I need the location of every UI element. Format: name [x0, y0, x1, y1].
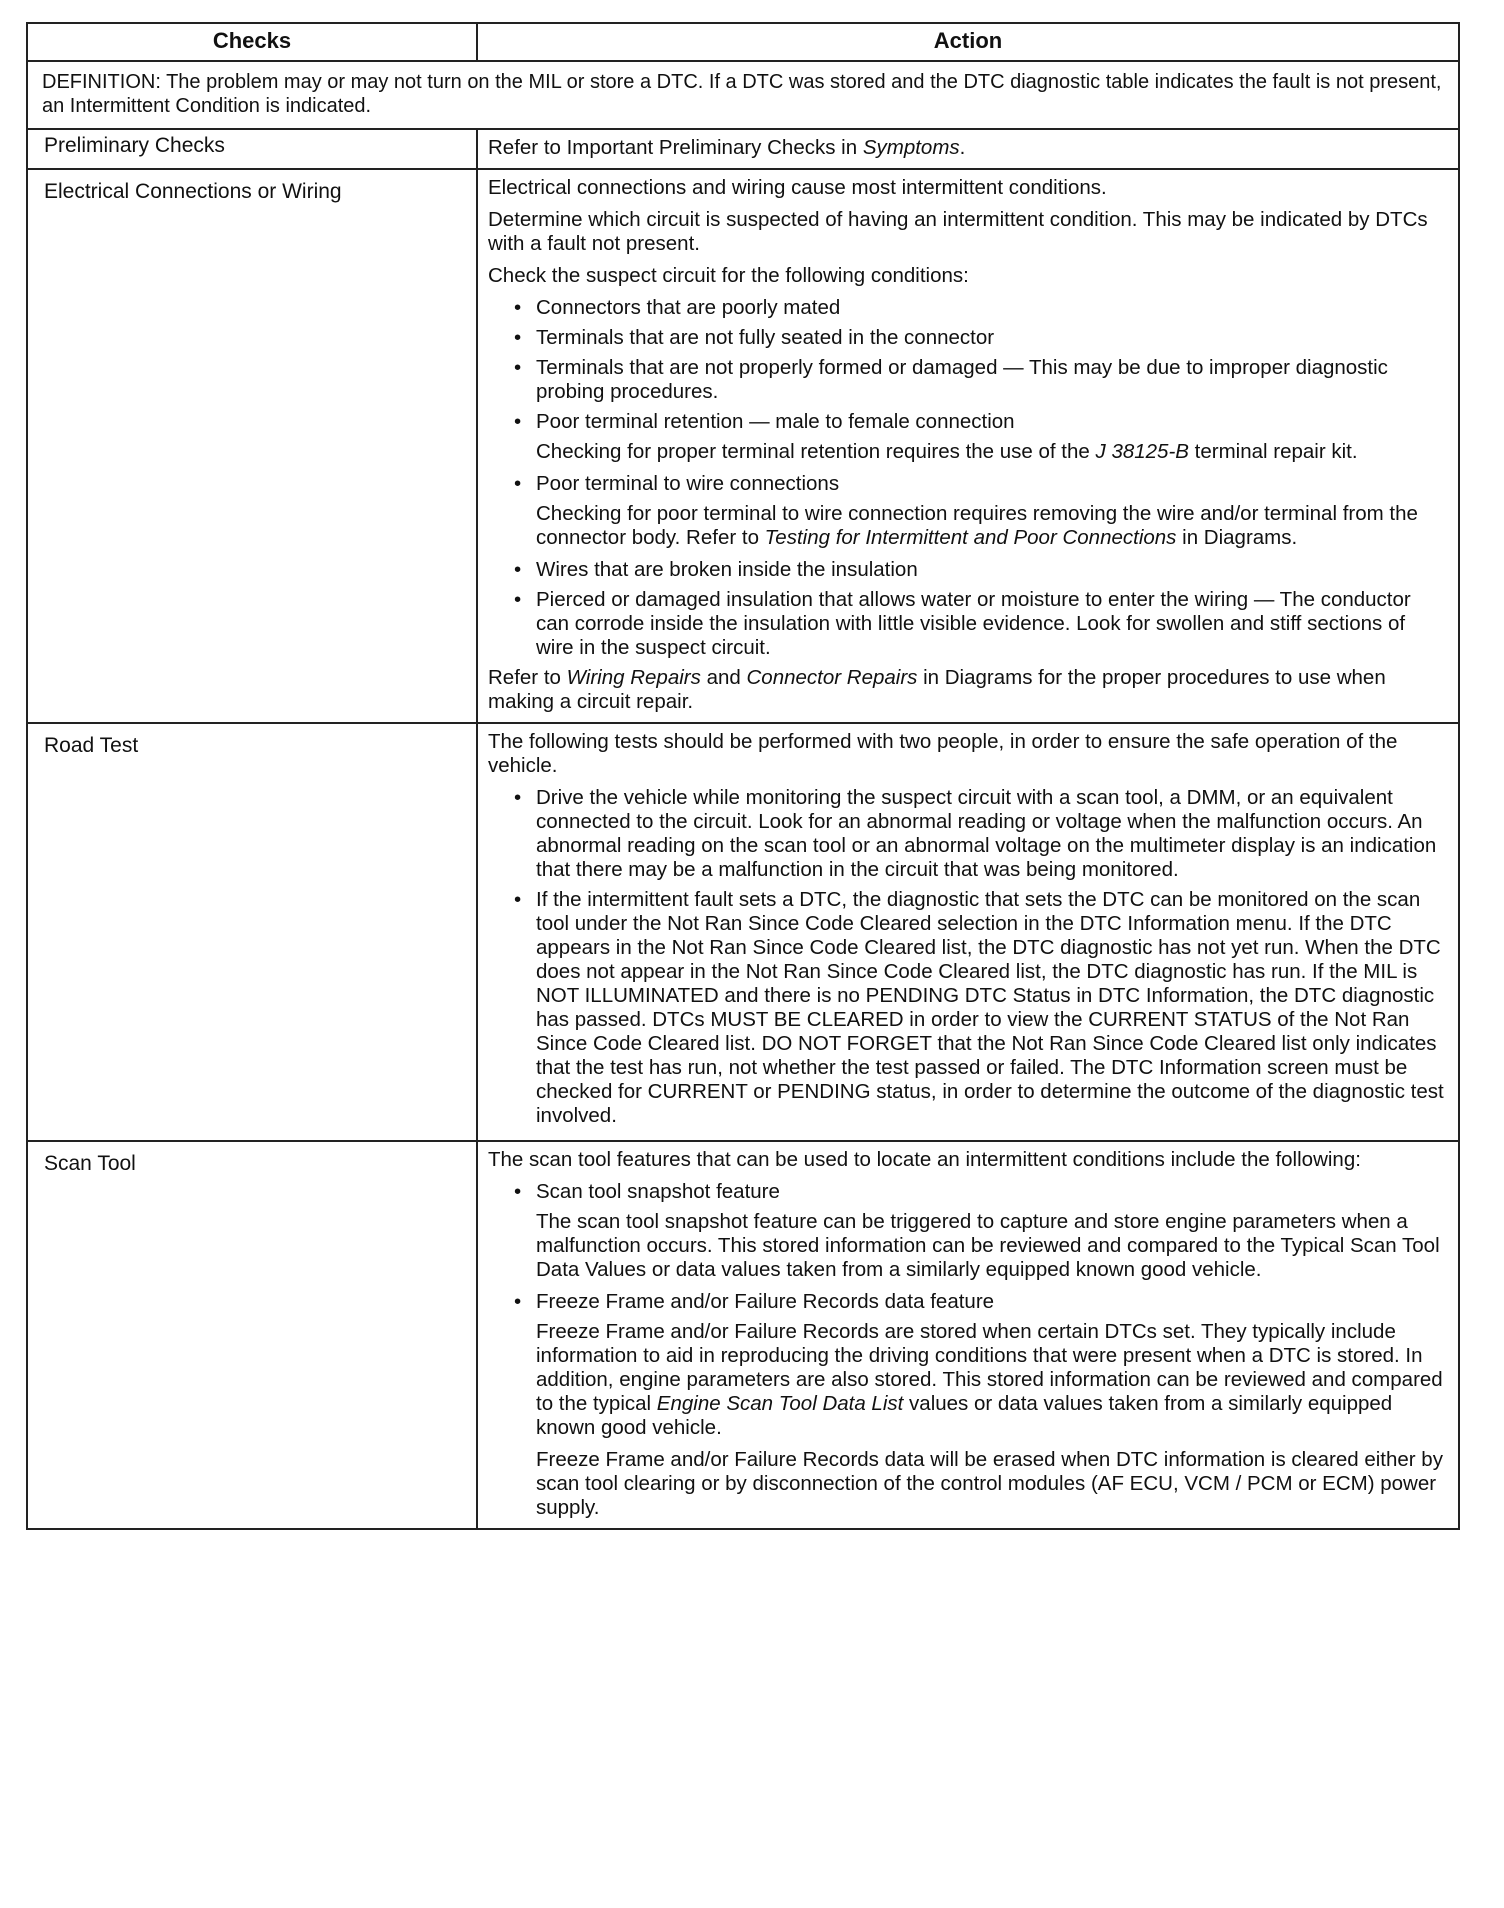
- list-item: • Poor terminal to wire connections: [514, 472, 840, 495]
- list-item: • Drive the vehicle while monitoring the suspect circuit with a scan tool, a DMM, or an equivalent connected to the circuit. Look for an abnormal reading or voltage when the malfunction occurs. An abnormal reading on the scan tool or an abnormal voltage on the multimeter display is an indication that there may be a malfunction in the circuit that was being monitored.: [514, 786, 1437, 881]
- list-item: • Connectors that are poorly mated: [514, 296, 841, 319]
- action-cell: The following tests should be performed with two people, in order to ensure the safe operation of the vehicle. • Drive the vehicle while monitoring the suspect circuit with a scan tool, a DMM, or an equivalent connected to the circuit. Look for an abnormal reading or voltage when the malfunction occurs. An abnormal reading on the scan tool or an abnormal voltage on the multimeter display is an indication that there may be a malfunction in the circuit that was being monitored. • If the intermittent fault sets a DTC, the diagnostic that sets the DTC can be monitored on the scan tool under the Not Ran Since Code Cleared selection in the DTC Information menu. If the DTC appears in the Not Ran Since Code Cleared list, the DTC diagnostic has not yet run. When the DTC does not appear in the Not Ran Since Code Cleared list, the DTC diagnostic has run. If the MIL is NOT ILLUMINATED and there is no PENDING DTC Status in DTC Information, the DTC diagnostic has passed. DTCs MUST BE CLEARED in order to view the CURRENT STATUS of the Not Ran Since Code Cleared list. DO NOT FORGET that the Not Ran Since Code Cleared list only indicates that the test has run, not whether the test passed or failed. The DTC Information screen must be checked for CURRENT or PENDING status, in order to determine the outcome of the diagnostic test involved.: [477, 723, 1459, 1141]
- check-cell: Road Test: [27, 723, 477, 1141]
- checks-header: Checks: [27, 23, 477, 61]
- list-item: • Terminals that are not fully seated in the connector: [514, 326, 995, 349]
- table-row: [27, 723, 1459, 1141]
- action-cell: Refer to Important Preliminary Checks in Symptoms.: [477, 129, 1459, 169]
- table-row: [27, 1141, 1459, 1529]
- sub-paragraph: Freeze Frame and/or Failure Records are stored when certain DTCs set. They typically include information to aid in reproducing the driving conditions that were present when a DTC is stored. In addition, engine parameters are also stored. This stored information can be reviewed and compared to the typical Engine Scan Tool Data List values or data values taken from a similarly equipped known good vehicle.: [536, 1320, 1443, 1439]
- header-row: [27, 23, 1459, 61]
- definition-text: DEFINITION: The problem may or may not turn on the MIL or store a DTC. If a DTC was stored and the DTC diagnostic table indicates the fault is not present, an Intermittent Condition is indicated.: [27, 61, 1459, 129]
- action-header: Action: [477, 23, 1459, 61]
- check-cell: Scan Tool: [27, 1141, 477, 1529]
- action-cell: Electrical connections and wiring cause most intermittent conditions. Determine which circuit is suspected of having an intermittent condition. This may be indicated by DTCs with a fault not present. Check the suspect circuit for the following conditions: • Connectors that are poorly mated • Terminals that are not fully seated in the connector • Terminals that are not properly formed or damaged — This may be due to improper diagnostic probing procedures. • Poor terminal retention — male to female connection Checking for proper terminal retention requires the use of the J 38125-B terminal repair kit. • Poor terminal to wire connections Checking for poor terminal to wire connection requires removing the wire and/or terminal from the connector body. Refer to Testing for Intermittent and Poor Connections in Diagrams. • Wires that are broken inside the insulation • Pierced or damaged insulation that allows water or moisture to enter the wiring — The conductor can corrode inside the insulation with little visible evidence. Look for swollen and stiff sections of wire in the suspect circuit. Refer to Wiring Repairs and Connector Repairs in Diagrams for the proper procedures to use when making a circuit repair.: [477, 169, 1459, 723]
- table-row: [27, 129, 1459, 169]
- list-item: • Wires that are broken inside the insulation: [514, 558, 918, 581]
- table-row: [27, 169, 1459, 723]
- list-item: • Freeze Frame and/or Failure Records data feature: [514, 1290, 995, 1313]
- list-item: • Pierced or damaged insulation that allows water or moisture to enter the wiring — The conductor can corrode inside the insulation with little visible evidence. Look for swollen and stiff sections of wire in the suspect circuit.: [514, 588, 1411, 659]
- sub-paragraph: Checking for proper terminal retention requires the use of the J 38125-B terminal repair kit.: [536, 440, 1358, 463]
- action-cell: The scan tool features that can be used to locate an intermittent conditions include the following: • Scan tool snapshot feature The scan tool snapshot feature can be triggered to capture and store engine parameters when a malfunction occurs. This stored information can be reviewed and compared to the Typical Scan Tool Data Values or data values taken from a similarly equipped known good vehicle. • Freeze Frame and/or Failure Records data feature Freeze Frame and/or Failure Records are stored when certain DTCs set. They typically include information to aid in reproducing the driving conditions that were present when a DTC is stored. In addition, engine parameters are also stored. This stored information can be reviewed and compared to the typical Engine Scan Tool Data List values or data values taken from a similarly equipped known good vehicle. Freeze Frame and/or Failure Records data will be erased when DTC information is cleared either by scan tool clearing or by disconnection of the control modules (AF ECU, VCM / PCM or ECM) power supply.: [477, 1141, 1459, 1529]
- sub-paragraph: Freeze Frame and/or Failure Records data will be erased when DTC information is cleared either by scan tool clearing or by disconnection of the control modules (AF ECU, VCM / PCM or ECM) power supply.: [536, 1448, 1443, 1519]
- list-item: • Terminals that are not properly formed or damaged — This may be due to improper diagnostic probing procedures.: [514, 356, 1388, 403]
- list-item: • Scan tool snapshot feature: [514, 1180, 780, 1203]
- definition-row: [27, 61, 1459, 129]
- sub-paragraph: The scan tool snapshot feature can be triggered to capture and store engine parameters when a malfunction occurs. This stored information can be reviewed and compared to the Typical Scan Tool Data Values or data values taken from a similarly equipped known good vehicle.: [536, 1210, 1440, 1281]
- check-cell: Electrical Connections or Wiring: [27, 169, 477, 723]
- list-item: • If the intermittent fault sets a DTC, the diagnostic that sets the DTC can be monitored on the scan tool under the Not Ran Since Code Cleared selection in the DTC Information menu. If the DTC appears in the Not Ran Since Code Cleared list, the DTC diagnostic has not yet run. When the DTC does not appear in the Not Ran Since Code Cleared list, the DTC diagnostic has run. If the MIL is NOT ILLUMINATED and there is no PENDING DTC Status in DTC Information, the DTC diagnostic has passed. DTCs MUST BE CLEARED in order to view the CURRENT STATUS of the Not Ran Since Code Cleared list. DO NOT FORGET that the Not Ran Since Code Cleared list only indicates that the test has run, not whether the test passed or failed. The DTC Information screen must be checked for CURRENT or PENDING status, in order to determine the outcome of the diagnostic test involved.: [514, 888, 1444, 1127]
- list-item: • Poor terminal retention — male to female connection: [514, 410, 1015, 433]
- diagnostic-table: [26, 22, 1460, 1530]
- sub-paragraph: Checking for poor terminal to wire connection requires removing the wire and/or terminal from the connector body. Refer to Testing for Intermittent and Poor Connections in Diagrams.: [536, 502, 1418, 549]
- check-cell: Preliminary Checks: [27, 129, 477, 169]
